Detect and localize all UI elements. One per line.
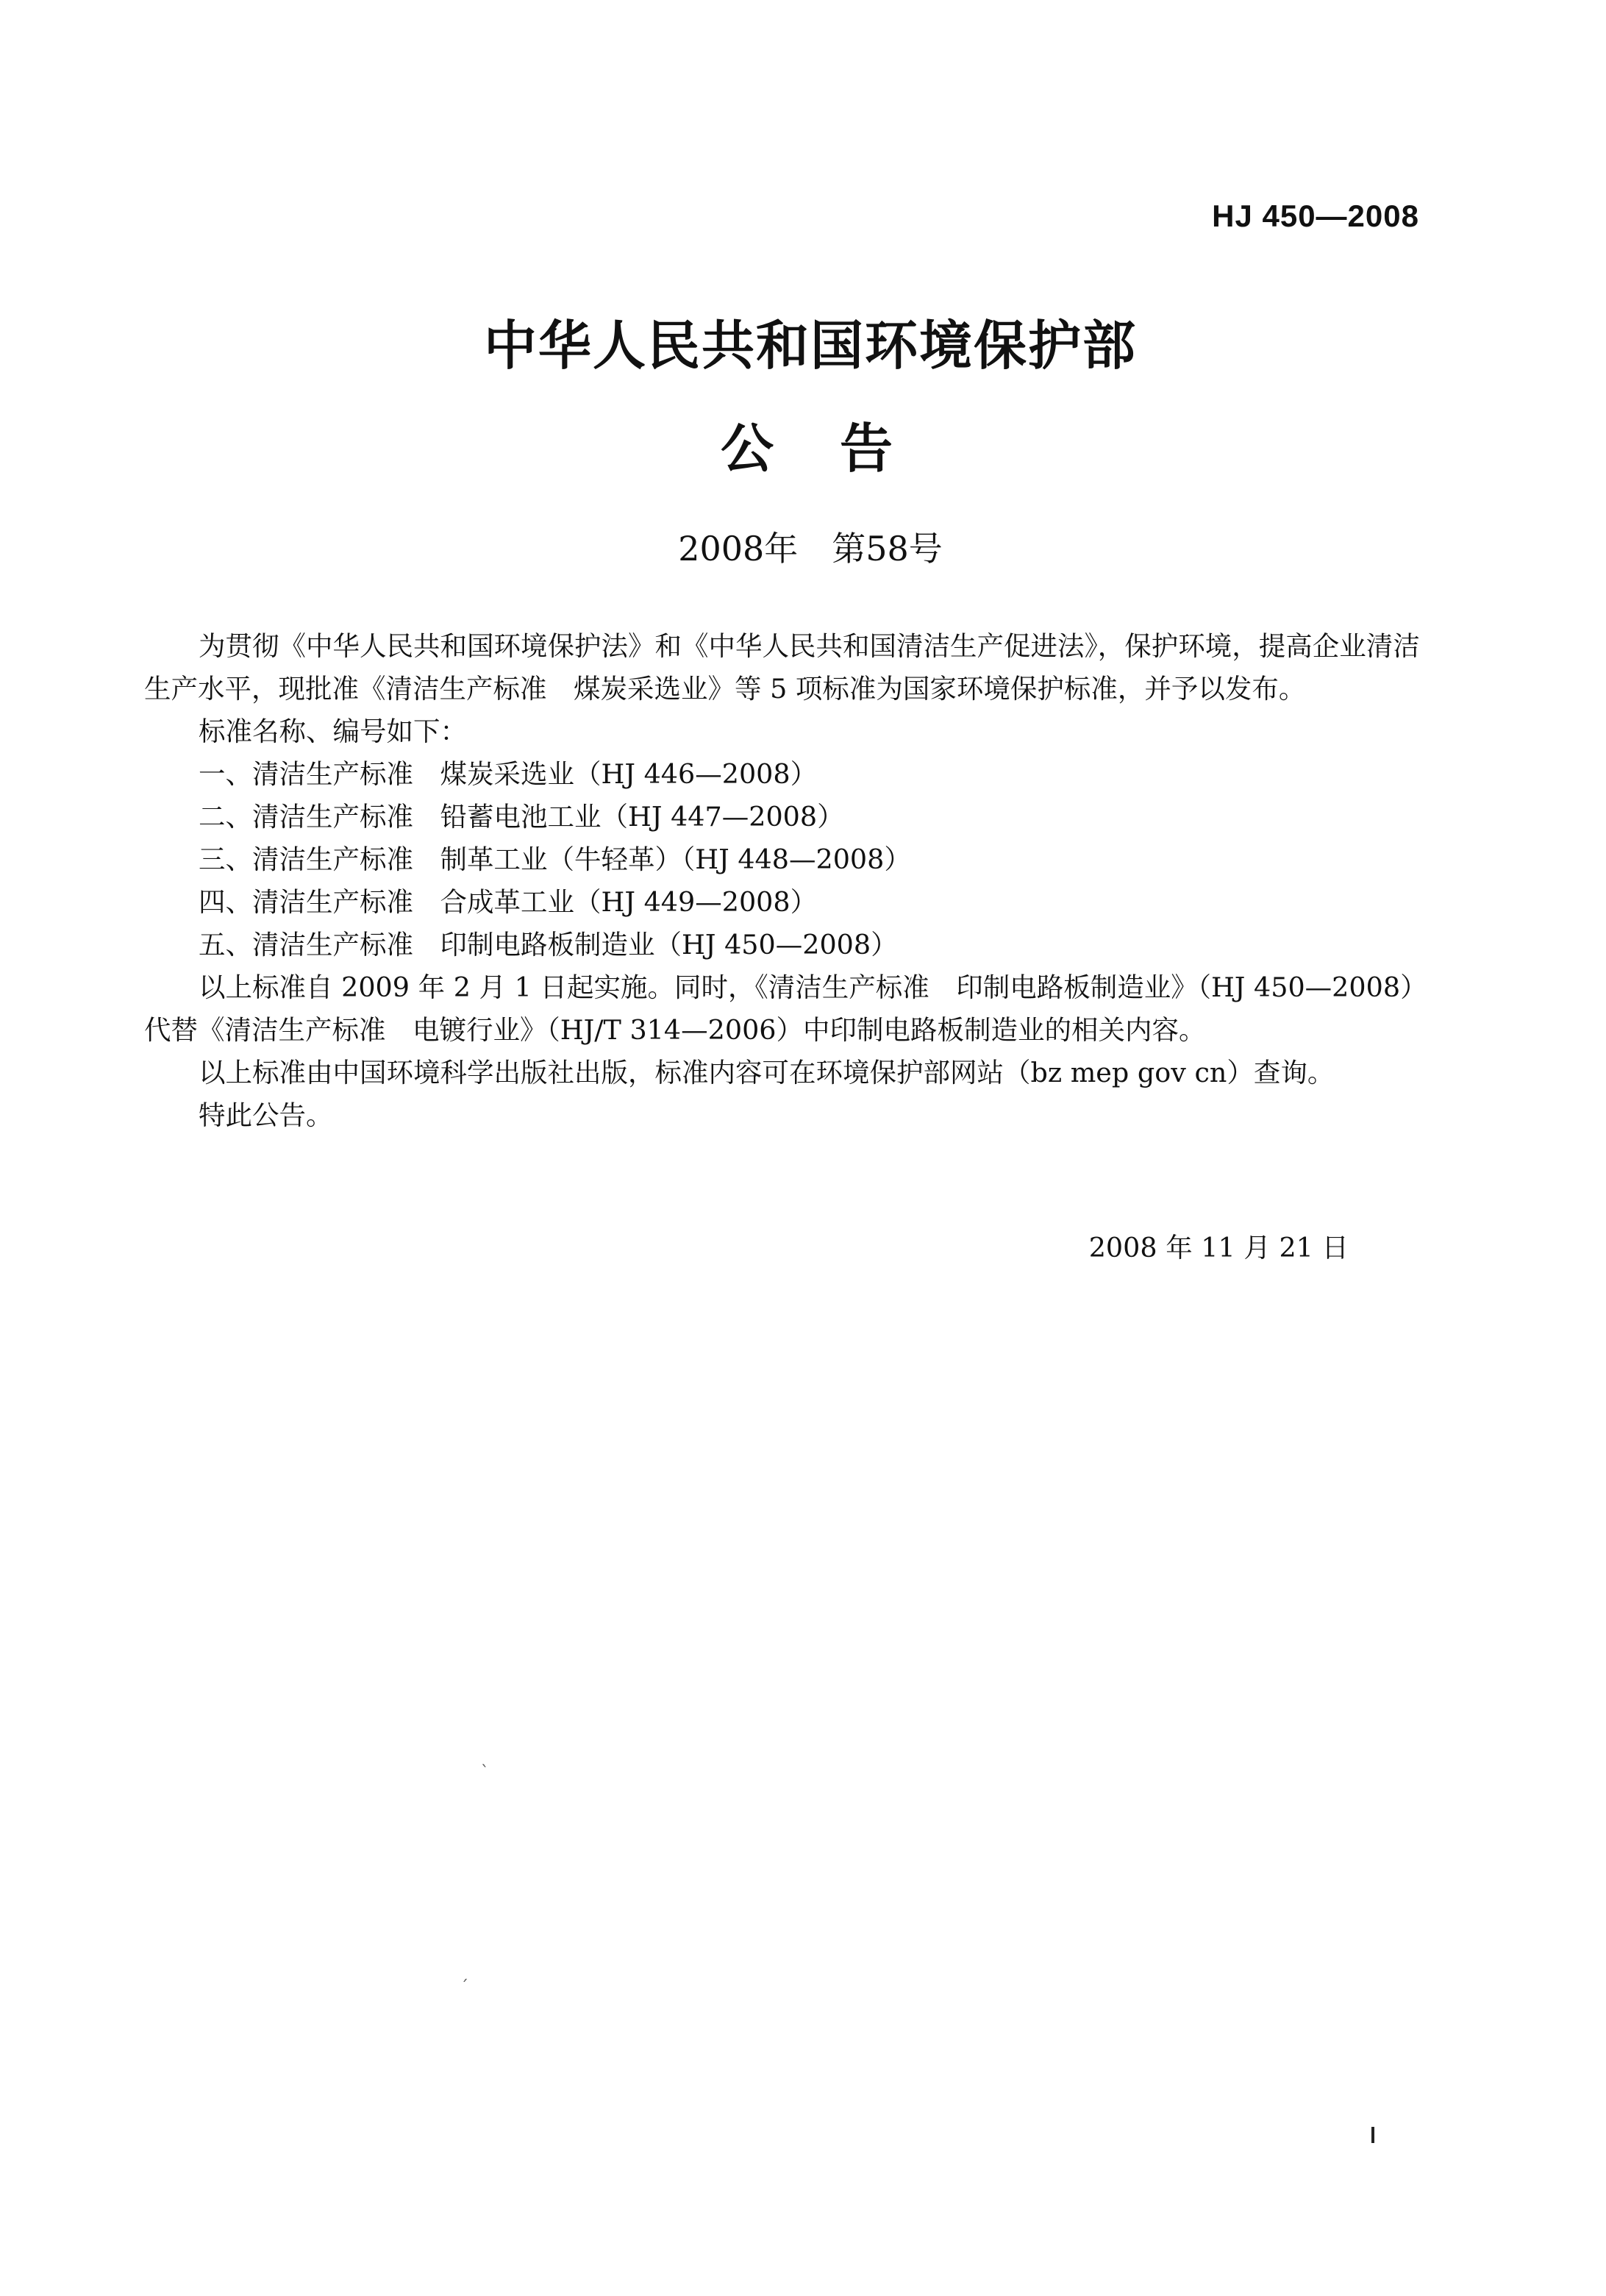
intro-paragraph: 为贯彻《中华人民共和国环境保护法》和《中华人民共和国清洁生产促进法》，保护环境，提高企业清洁生产水平，现批准《清洁生产标准 煤炭采选业》等 5 项标准为国家环境保护标准，并予以发布。 bbox=[144, 630, 1420, 705]
page-edge-mark bbox=[1371, 2127, 1374, 2143]
closing-line: 特此公告。 bbox=[199, 1099, 333, 1131]
list-intro: 标准名称、编号如下： bbox=[199, 716, 467, 747]
standard-item-1: 一、清洁生产标准 煤炭采选业（HJ 446—2008） bbox=[199, 758, 818, 790]
standard-item-5: 五、清洁生产标准 印制电路板制造业（HJ 450—2008） bbox=[199, 929, 898, 960]
standard-code: HJ 450—2008 bbox=[1212, 199, 1419, 233]
standard-item-2: 二、清洁生产标准 铅蓄电池工业（HJ 447—2008） bbox=[199, 801, 844, 833]
scan-speck: ˊ bbox=[460, 1978, 468, 1997]
standard-item-4: 四、清洁生产标准 合成革工业（HJ 449—2008） bbox=[199, 886, 818, 918]
standard-item-3: 三、清洁生产标准 制革工业（牛轻革）（HJ 448—2008） bbox=[199, 844, 911, 875]
announcement-title: 公告 bbox=[720, 418, 959, 479]
scan-speck: ˋ bbox=[481, 1764, 489, 1782]
signature-date: 2008 年 11 月 21 日 bbox=[1088, 1232, 1349, 1263]
issue-number: 2008年 第58号 bbox=[678, 529, 943, 568]
publication-paragraph: 以上标准由中国环境科学出版社出版，标准内容可在环境保护部网站（bz mep gov cn）查询。 bbox=[199, 1057, 1335, 1088]
issuing-authority-title: 中华人民共和国环境保护部 bbox=[483, 315, 1137, 377]
title-block bbox=[0, 316, 1606, 478]
announcement-body bbox=[144, 625, 1424, 1137]
effective-date-paragraph: 以上标准自 2009 年 2 月 1 日起实施。同时，《清洁生产标准 印制电路板制造业》（HJ 450—2008）代替《清洁生产标准 电镀行业》（HJ/T 314—2006）中印制电路板制造业的相关内容。 bbox=[144, 971, 1414, 1046]
